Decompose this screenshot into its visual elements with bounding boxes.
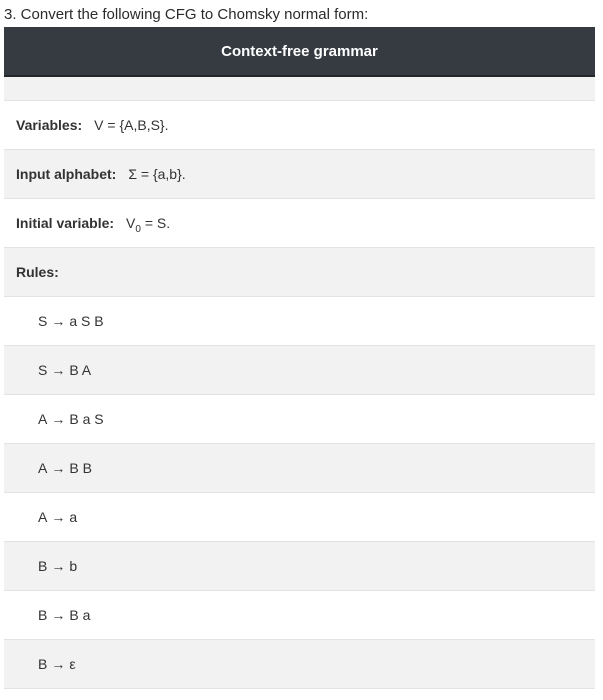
rule-row bbox=[4, 591, 595, 640]
rule-row bbox=[4, 640, 595, 689]
rule-rhs: B B bbox=[69, 460, 92, 476]
variables-label: Variables: bbox=[16, 117, 83, 133]
alphabet-label: Input alphabet: bbox=[16, 166, 117, 182]
rule-row bbox=[4, 444, 595, 493]
grammar-table bbox=[4, 27, 595, 689]
alphabet-value: Σ = {a,b}. bbox=[128, 166, 186, 182]
rule-arrow: → bbox=[51, 362, 66, 378]
rule-arrow: → bbox=[51, 460, 66, 476]
rule-rhs: B a bbox=[69, 607, 91, 623]
rule-rhs: a S B bbox=[69, 313, 104, 329]
rule-arrow: → bbox=[51, 509, 66, 525]
rule-row bbox=[4, 346, 595, 395]
initial-variable-suffix: = S. bbox=[140, 215, 171, 231]
question-text: 3. Convert the following CFG to Chomsky normal form: bbox=[4, 6, 369, 23]
initial-variable-value bbox=[126, 215, 171, 235]
rule-rhs: a bbox=[69, 509, 78, 525]
rule-arrow: → bbox=[51, 558, 66, 574]
initial-variable-prefix: V bbox=[126, 215, 136, 231]
table-header: Context-free grammar bbox=[4, 27, 595, 77]
rule-row bbox=[4, 395, 595, 444]
initial-variable-subscript: 0 bbox=[135, 224, 141, 235]
variables-row bbox=[4, 101, 595, 150]
table-spacer-row bbox=[4, 77, 595, 101]
variables-value: V = {A,B,S}. bbox=[94, 117, 169, 133]
rule-row bbox=[4, 542, 595, 591]
rule-lhs: A bbox=[38, 411, 48, 427]
rule-lhs: B bbox=[38, 558, 48, 574]
rule-lhs: S bbox=[38, 362, 48, 378]
rule-arrow: → bbox=[51, 313, 66, 329]
alphabet-row bbox=[4, 150, 595, 199]
rule-arrow: → bbox=[51, 656, 66, 672]
rule-lhs: S bbox=[38, 313, 48, 329]
rule-arrow: → bbox=[51, 411, 66, 427]
initial-variable-row bbox=[4, 199, 595, 248]
rules-label: Rules: bbox=[16, 264, 59, 280]
rule-rhs: B A bbox=[69, 362, 92, 378]
rule-row bbox=[4, 493, 595, 542]
rule-rhs: b bbox=[69, 558, 78, 574]
rule-lhs: A bbox=[38, 509, 48, 525]
rule-rhs: ε bbox=[69, 656, 76, 672]
rule-arrow: → bbox=[51, 607, 66, 623]
rule-row bbox=[4, 297, 595, 346]
initial-variable-label: Initial variable: bbox=[16, 215, 115, 231]
rule-lhs: B bbox=[38, 656, 48, 672]
rule-lhs: A bbox=[38, 460, 48, 476]
rules-header-row bbox=[4, 248, 595, 297]
rule-lhs: B bbox=[38, 607, 48, 623]
rule-rhs: B a S bbox=[69, 411, 104, 427]
